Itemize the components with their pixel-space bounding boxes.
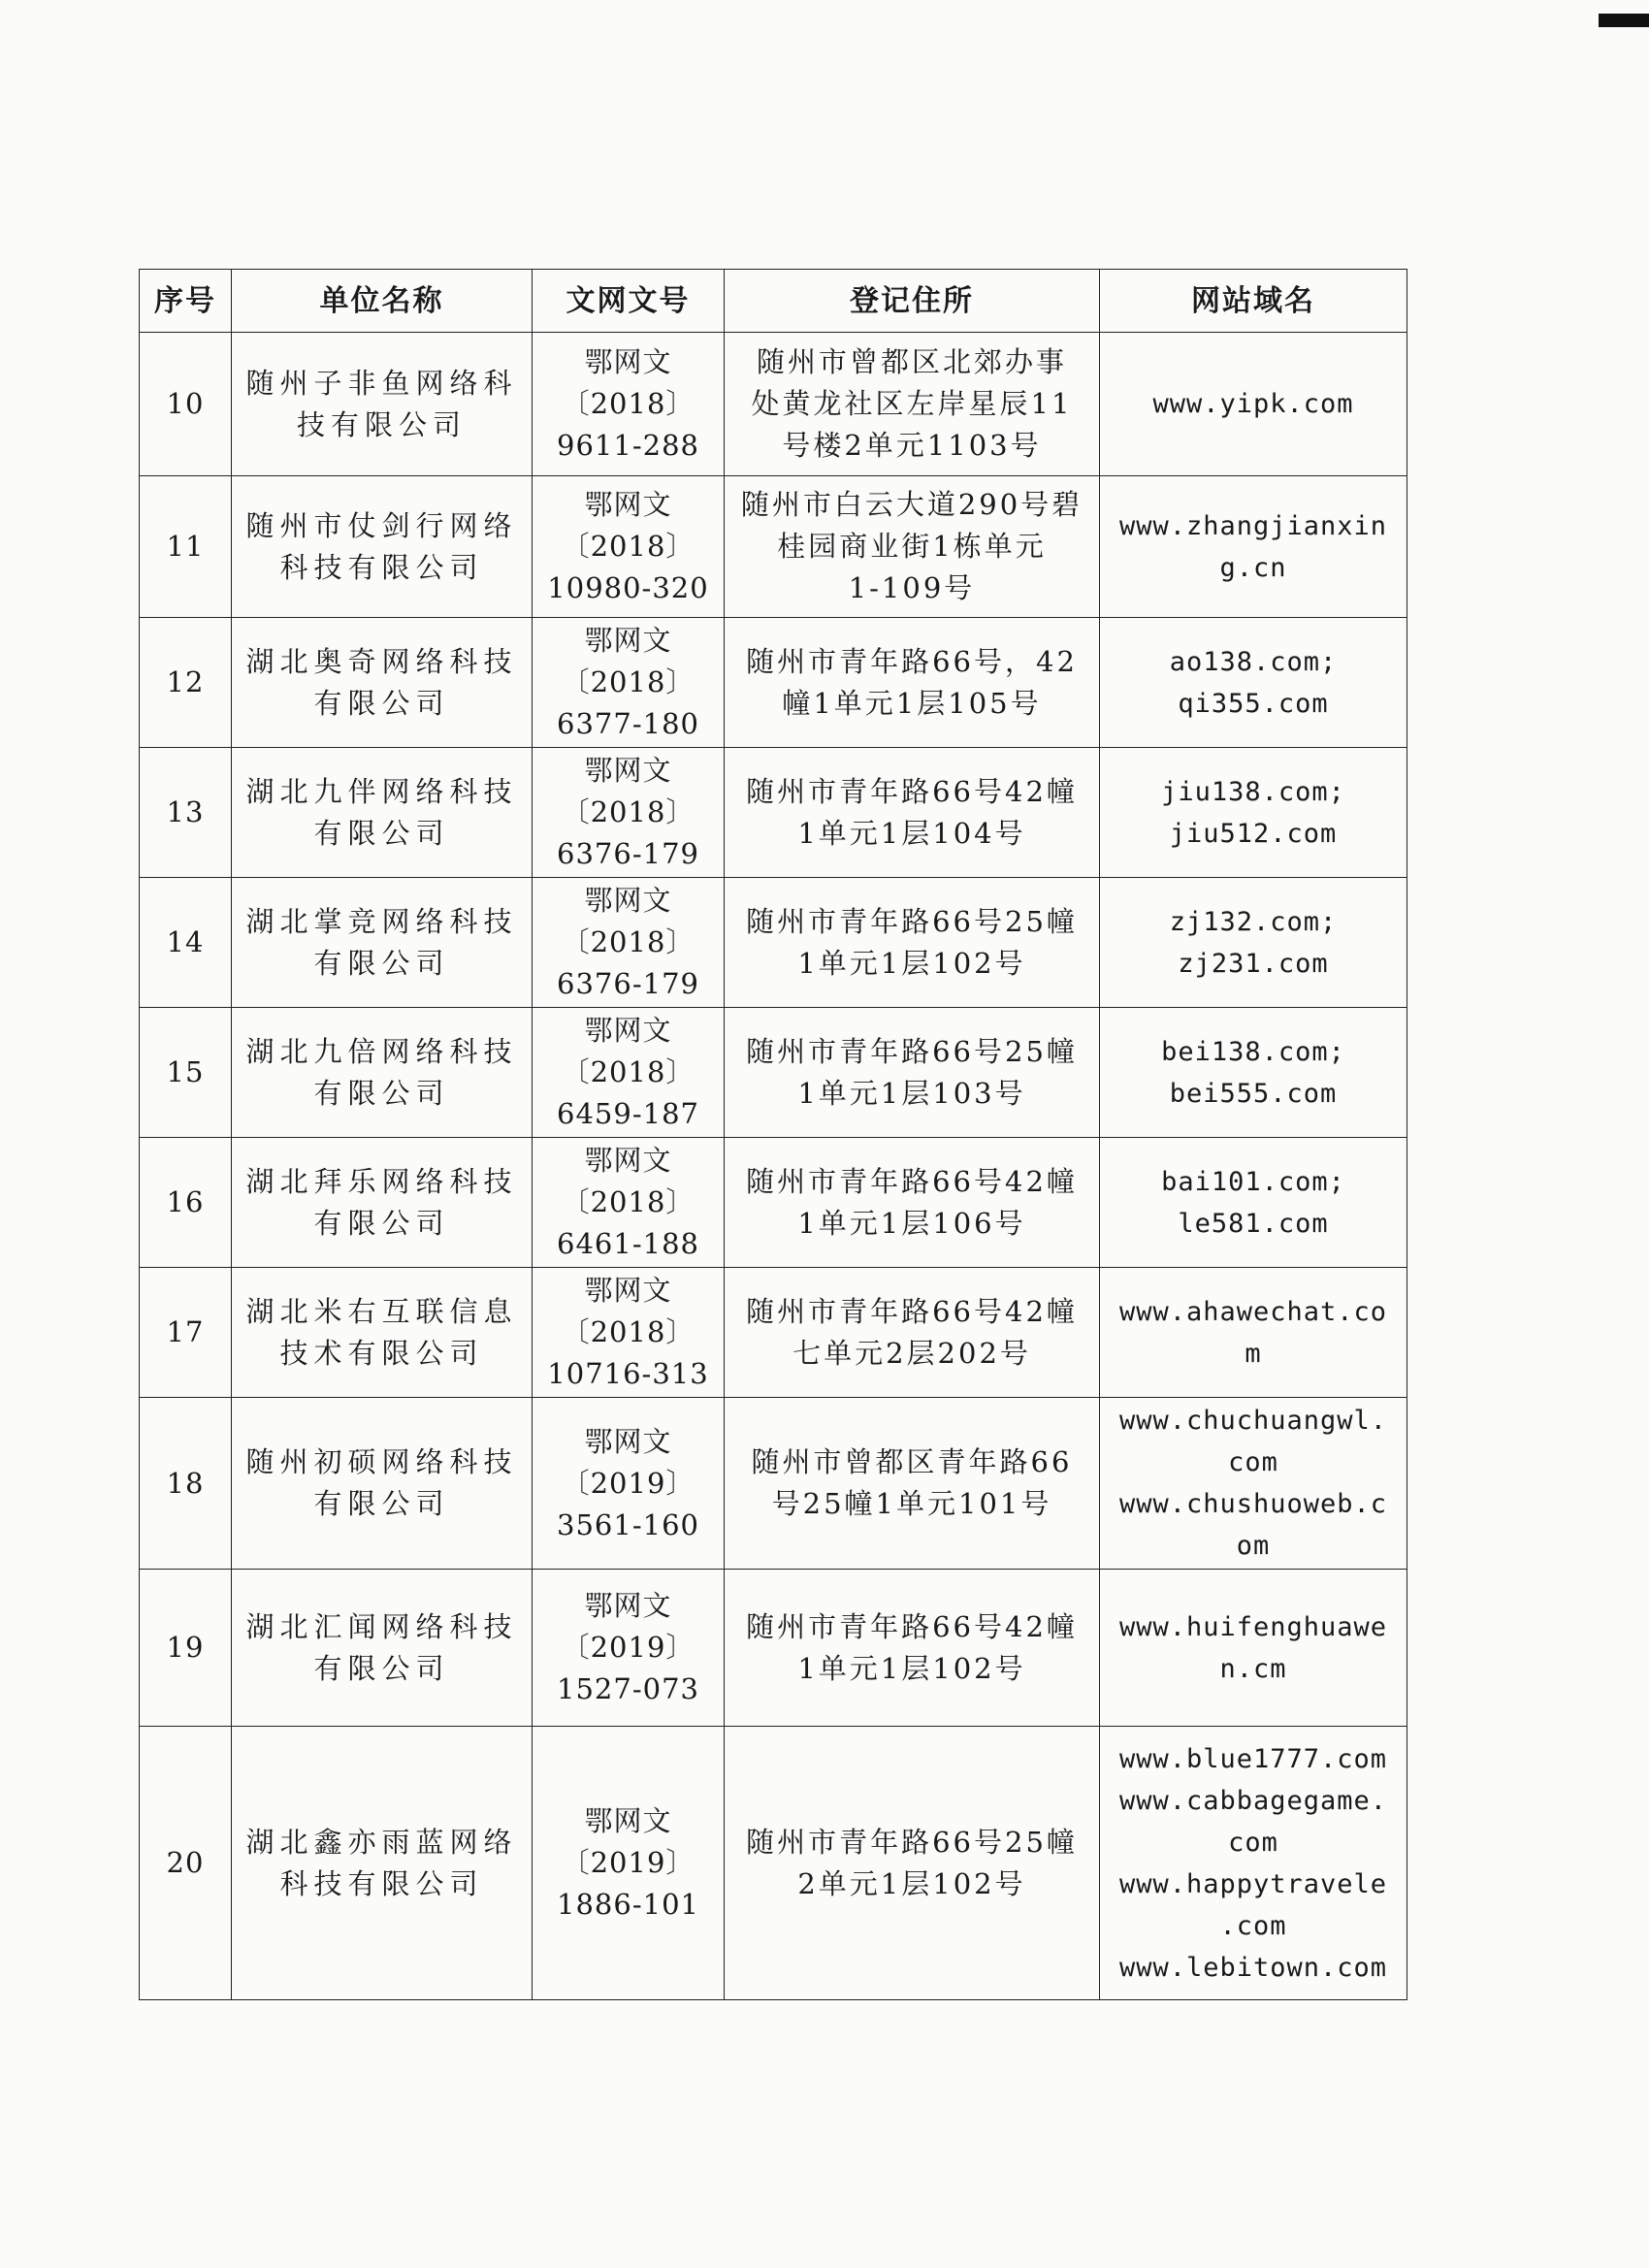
registered-address-line: 1单元1层106号 bbox=[797, 1206, 1026, 1240]
website-domain bbox=[1100, 1727, 1407, 2000]
registered-address-line: 1单元1层103号 bbox=[797, 1076, 1026, 1110]
website-domain-line: www.yipk.com bbox=[1152, 389, 1354, 419]
website-domain-line: m bbox=[1245, 1338, 1262, 1369]
company-name-line: 科技有限公司 bbox=[279, 550, 484, 584]
registered-address-line: 随州市青年路66号，42 bbox=[746, 644, 1078, 678]
website-domain bbox=[1100, 748, 1407, 878]
website-domain-line: qi355.com bbox=[1178, 688, 1329, 719]
company-name-line: 技术有限公司 bbox=[279, 1336, 484, 1370]
company-name bbox=[232, 1268, 533, 1398]
table-row bbox=[140, 1570, 1407, 1727]
license-table bbox=[139, 269, 1407, 2000]
website-domain-line: .com bbox=[1219, 1910, 1287, 1941]
license-number-line: 鄂网文 bbox=[584, 1014, 672, 1047]
company-name-line: 湖北拜乐网络科技 bbox=[245, 1164, 518, 1198]
website-domain-line: jiu512.com bbox=[1169, 818, 1338, 849]
company-name-line: 有限公司 bbox=[313, 1487, 450, 1520]
row-number: 14 bbox=[140, 878, 232, 1008]
website-domain-line: zj231.com bbox=[1178, 948, 1329, 979]
row-number: 12 bbox=[140, 618, 232, 748]
license-number-line: 〔2018〕 bbox=[561, 665, 695, 698]
company-name bbox=[232, 618, 533, 748]
license-number-line: 鄂网文 bbox=[584, 1144, 672, 1177]
company-name-line: 湖北掌竞网络科技 bbox=[245, 904, 518, 938]
license-number-line: 〔2018〕 bbox=[561, 530, 695, 563]
license-number-line: 〔2018〕 bbox=[561, 1055, 695, 1088]
header-address: 登记住所 bbox=[725, 270, 1100, 333]
row-number: 11 bbox=[140, 476, 232, 618]
license-number-line: 6461-188 bbox=[557, 1227, 699, 1260]
table-row bbox=[140, 476, 1407, 618]
license-number-line: 〔2019〕 bbox=[561, 1846, 695, 1879]
registered-address-line: 随州市青年路66号42幢 bbox=[746, 1294, 1078, 1328]
website-domain bbox=[1100, 1138, 1407, 1268]
license-number bbox=[533, 476, 725, 618]
website-domain-line: com bbox=[1228, 1447, 1278, 1477]
website-domain-line: g.cn bbox=[1219, 552, 1287, 583]
table-row bbox=[140, 1138, 1407, 1268]
company-name-line: 有限公司 bbox=[313, 686, 450, 720]
table-row bbox=[140, 1727, 1407, 2000]
license-number-line: 6459-187 bbox=[557, 1097, 699, 1130]
registered-address bbox=[725, 1268, 1100, 1398]
company-name-line: 技有限公司 bbox=[296, 407, 467, 441]
registered-address bbox=[725, 1398, 1100, 1570]
company-name bbox=[232, 1138, 533, 1268]
registered-address-line: 随州市曾都区北郊办事 bbox=[756, 345, 1067, 378]
license-number-line: 9611-288 bbox=[557, 429, 699, 462]
row-number: 17 bbox=[140, 1268, 232, 1398]
license-number-line: 鄂网文 bbox=[584, 1424, 672, 1458]
registered-address bbox=[725, 878, 1100, 1008]
registered-address-line: 随州市曾都区青年路66 bbox=[751, 1445, 1073, 1478]
company-name bbox=[232, 1008, 533, 1138]
table-row bbox=[140, 1398, 1407, 1570]
website-domain-line: jiu138.com; bbox=[1161, 776, 1345, 807]
company-name-line: 湖北九倍网络科技 bbox=[245, 1034, 518, 1068]
registered-address-line: 七单元2层202号 bbox=[792, 1336, 1031, 1370]
registered-address bbox=[725, 1138, 1100, 1268]
website-domain-line: zj132.com; bbox=[1169, 906, 1338, 937]
license-number-line: 〔2019〕 bbox=[561, 1466, 695, 1500]
license-number-line: 10980-320 bbox=[547, 571, 709, 604]
table-row bbox=[140, 1008, 1407, 1138]
website-domain bbox=[1100, 1268, 1407, 1398]
license-number-line: 鄂网文 bbox=[584, 345, 672, 378]
license-number bbox=[533, 618, 725, 748]
company-name-line: 有限公司 bbox=[313, 1206, 450, 1240]
website-domain-line: www.huifenghuawe bbox=[1118, 1611, 1388, 1642]
scan-edge-mark bbox=[1599, 14, 1649, 27]
company-name-line: 湖北鑫亦雨蓝网络 bbox=[245, 1825, 518, 1859]
license-number-line: 1527-073 bbox=[557, 1672, 699, 1705]
license-number bbox=[533, 878, 725, 1008]
registered-address-line: 号25幢1单元101号 bbox=[771, 1487, 1052, 1520]
website-domain-line: ao138.com; bbox=[1169, 646, 1338, 677]
registered-address bbox=[725, 748, 1100, 878]
row-number: 16 bbox=[140, 1138, 232, 1268]
registered-address-line: 随州市青年路66号25幢 bbox=[746, 1825, 1078, 1859]
company-name bbox=[232, 748, 533, 878]
company-name-line: 有限公司 bbox=[313, 1076, 450, 1110]
website-domain-line: bei138.com; bbox=[1161, 1036, 1345, 1067]
row-number: 10 bbox=[140, 333, 232, 476]
license-number bbox=[533, 1268, 725, 1398]
registered-address bbox=[725, 618, 1100, 748]
registered-address-line: 随州市青年路66号25幢 bbox=[746, 904, 1078, 938]
company-name-line: 湖北九伴网络科技 bbox=[245, 774, 518, 808]
website-domain bbox=[1100, 1008, 1407, 1138]
company-name-line: 科技有限公司 bbox=[279, 1866, 484, 1900]
row-number: 13 bbox=[140, 748, 232, 878]
license-number-line: 10716-313 bbox=[547, 1357, 709, 1390]
website-domain bbox=[1100, 476, 1407, 618]
registered-address bbox=[725, 1727, 1100, 2000]
table-row bbox=[140, 878, 1407, 1008]
website-domain-line: www.zhangjianxin bbox=[1118, 510, 1388, 541]
website-domain bbox=[1100, 1570, 1407, 1727]
registered-address-line: 随州市白云大道290号碧 bbox=[740, 488, 1083, 521]
registered-address bbox=[725, 1570, 1100, 1727]
registered-address-line: 桂园商业街1栋单元 bbox=[777, 530, 1047, 563]
row-number: 20 bbox=[140, 1727, 232, 2000]
license-number-line: 6376-179 bbox=[557, 967, 699, 1000]
company-name-line: 随州子非鱼网络科 bbox=[245, 366, 518, 400]
registered-address-line: 1单元1层102号 bbox=[797, 1651, 1026, 1685]
website-domain-line: www.chuchuangwl. bbox=[1118, 1406, 1388, 1436]
company-name bbox=[232, 1398, 533, 1570]
company-name bbox=[232, 878, 533, 1008]
table-row bbox=[140, 748, 1407, 878]
registered-address-line: 2单元1层102号 bbox=[797, 1866, 1026, 1900]
license-number-line: 〔2018〕 bbox=[561, 387, 695, 420]
website-domain-line: www.cabbagegame. bbox=[1118, 1785, 1388, 1816]
license-number-line: 鄂网文 bbox=[584, 488, 672, 521]
company-name bbox=[232, 1727, 533, 2000]
registered-address-line: 1单元1层104号 bbox=[797, 816, 1026, 850]
company-name-line: 随州市仗剑行网络 bbox=[245, 508, 518, 542]
registered-address-line: 1单元1层102号 bbox=[797, 946, 1026, 980]
website-domain-line: com bbox=[1228, 1827, 1278, 1858]
header-name: 单位名称 bbox=[232, 270, 533, 333]
license-number-line: 〔2019〕 bbox=[561, 1631, 695, 1664]
company-name bbox=[232, 333, 533, 476]
row-number: 15 bbox=[140, 1008, 232, 1138]
row-number: 19 bbox=[140, 1570, 232, 1727]
company-name-line: 湖北米右互联信息 bbox=[245, 1294, 518, 1328]
registered-address bbox=[725, 333, 1100, 476]
license-number-line: 3561-160 bbox=[557, 1507, 699, 1541]
registered-address-line: 处黄龙社区左岸星辰11 bbox=[751, 387, 1073, 420]
license-number-line: 鄂网文 bbox=[584, 1274, 672, 1307]
website-domain-line: www.chushuoweb.c bbox=[1118, 1489, 1388, 1519]
website-domain-line: le581.com bbox=[1178, 1208, 1329, 1239]
license-number bbox=[533, 1727, 725, 2000]
company-name-line: 湖北汇闻网络科技 bbox=[245, 1609, 518, 1643]
registered-address-line: 随州市青年路66号25幢 bbox=[746, 1034, 1078, 1068]
registered-address-line: 随州市青年路66号42幢 bbox=[746, 1609, 1078, 1643]
table-row bbox=[140, 333, 1407, 476]
registered-address-line: 号楼2单元1103号 bbox=[782, 429, 1042, 462]
registered-address-line: 幢1单元1层105号 bbox=[782, 686, 1042, 720]
registered-address-line: 随州市青年路66号42幢 bbox=[746, 1164, 1078, 1198]
website-domain-line: bai101.com; bbox=[1161, 1166, 1345, 1197]
license-number-line: 〔2018〕 bbox=[561, 1185, 695, 1218]
row-number: 18 bbox=[140, 1398, 232, 1570]
company-name bbox=[232, 476, 533, 618]
license-number bbox=[533, 333, 725, 476]
license-number-line: 鄂网文 bbox=[584, 1804, 672, 1837]
website-domain-line: bei555.com bbox=[1169, 1078, 1338, 1109]
license-number-line: 〔2018〕 bbox=[561, 795, 695, 828]
license-number-line: 6376-179 bbox=[557, 837, 699, 870]
license-number bbox=[533, 1138, 725, 1268]
license-number-line: 鄂网文 bbox=[584, 624, 672, 657]
registered-address bbox=[725, 476, 1100, 618]
website-domain-line: www.lebitown.com bbox=[1118, 1952, 1388, 1983]
company-name-line: 湖北奥奇网络科技 bbox=[245, 644, 518, 678]
license-number bbox=[533, 1570, 725, 1727]
header-no: 序号 bbox=[140, 270, 232, 333]
table-row bbox=[140, 618, 1407, 748]
company-name-line: 有限公司 bbox=[313, 816, 450, 850]
website-domain-line: n.cm bbox=[1219, 1653, 1287, 1684]
company-name-line: 有限公司 bbox=[313, 946, 450, 980]
table-row bbox=[140, 1268, 1407, 1398]
website-domain-line: www.ahawechat.co bbox=[1118, 1296, 1388, 1327]
website-domain bbox=[1100, 1398, 1407, 1570]
license-number-line: 鄂网文 bbox=[584, 754, 672, 787]
header-website: 网站域名 bbox=[1100, 270, 1407, 333]
table-header-row bbox=[140, 270, 1407, 333]
license-number-line: 鄂网文 bbox=[584, 1589, 672, 1622]
license-number bbox=[533, 748, 725, 878]
registered-address-line: 随州市青年路66号42幢 bbox=[746, 774, 1078, 808]
registered-address bbox=[725, 1008, 1100, 1138]
license-number-line: 1886-101 bbox=[557, 1888, 699, 1921]
website-domain bbox=[1100, 618, 1407, 748]
website-domain-line: www.happytravele bbox=[1118, 1868, 1388, 1899]
website-domain bbox=[1100, 333, 1407, 476]
table-body bbox=[140, 333, 1407, 2000]
header-license: 文网文号 bbox=[533, 270, 725, 333]
company-name-line: 有限公司 bbox=[313, 1651, 450, 1685]
license-number-line: 〔2018〕 bbox=[561, 1315, 695, 1348]
website-domain bbox=[1100, 878, 1407, 1008]
website-domain-line: om bbox=[1236, 1531, 1271, 1561]
license-number-line: 6377-180 bbox=[557, 707, 699, 740]
license-number-line: 〔2018〕 bbox=[561, 925, 695, 958]
company-name-line: 随州初硕网络科技 bbox=[245, 1445, 518, 1478]
registered-address-line: 1-109号 bbox=[848, 571, 976, 604]
company-name bbox=[232, 1570, 533, 1727]
website-domain-line: www.blue1777.com bbox=[1118, 1743, 1388, 1774]
license-number-line: 鄂网文 bbox=[584, 884, 672, 917]
license-number bbox=[533, 1398, 725, 1570]
license-number bbox=[533, 1008, 725, 1138]
